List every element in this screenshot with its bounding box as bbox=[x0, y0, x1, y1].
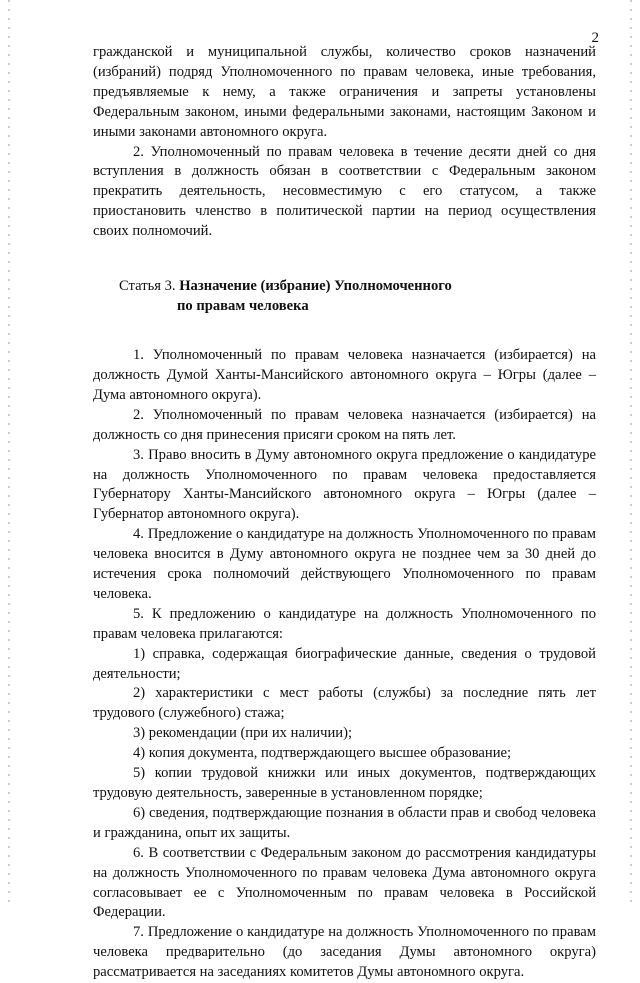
scan-edge-left bbox=[8, 0, 10, 905]
page-number: 2 bbox=[591, 30, 599, 46]
article-title-line1: Назначение (избрание) Уполномоченного bbox=[179, 278, 452, 295]
document-body bbox=[93, 43, 596, 983]
subitem-2: 2) характеристики с мест работы (службы) за последние пять лет трудового (служебного) стажа; bbox=[93, 685, 596, 722]
paragraph-2: 2. Уполномоченный по правам человека в течение десяти дней со дня вступления в должность обязан в соответствии с Федеральным законом прекратить деятельность, несовместимую с его статусом, а также приостановить членство в политической партии на период осуществления своих полномочий. bbox=[93, 143, 596, 240]
item-3: 3. Право вносить в Думу автономного округа предложение о кандидатуре на должность Уполномоченного по правам человека предоставляется Губернатору Ханты-Мансийского автономного округа – Югры (далее – Губернатор автономного округа). bbox=[93, 446, 596, 523]
subitem-5: 5) копии трудовой книжки или иных документов, подтверждающих трудовую деятельность, заверенные в установленном порядке; bbox=[93, 765, 596, 801]
article-label: Статья 3. bbox=[119, 278, 176, 295]
item-6: 6. В соответствии с Федеральным законом до рассмотрения кандидатуры на должность Уполномоченного по правам человека Дума автономного округа согласовывает ее с Уполномоченным по правам человека в Российской Федерации. bbox=[93, 844, 596, 921]
article-title-line2: по правам человека bbox=[177, 298, 309, 315]
paragraph-continuation: гражданской и муниципальной службы, количество сроков назначений (избраний) подряд Уполномоченного по правам человека, иные требования, предъявляемые к нему, а также ограничения и запреты установлены Федеральным законом, иными федеральными законами, настоящим Законом и иными законами автономного округа. bbox=[93, 44, 596, 140]
article-heading bbox=[93, 276, 596, 316]
item-5: 5. К предложению о кандидатуре на должность Уполномоченного по правам человека прилагаются: bbox=[93, 605, 596, 642]
subitem-4: 4) копия документа, подтверждающего высшее образование; bbox=[133, 745, 512, 762]
item-7: 7. Предложение о кандидатуре на должность Уполномоченного по правам человека предварительно (до заседания Думы автономного округа) рассматривается на заседаниях комитетов Думы автономного округа. bbox=[93, 924, 596, 981]
subitem-3: 3) рекомендации (при их наличии); bbox=[133, 725, 353, 742]
subitem-6: 6) сведения, подтверждающие познания в области прав и свобод человека и гражданина, опыт их защиты. bbox=[93, 804, 596, 841]
scan-edge-right bbox=[630, 0, 632, 905]
item-1: 1. Уполномоченный по правам человека назначается (избирается) на должность Думой Ханты-Мансийского автономного округа – Югры (далее – Дума автономного округа). bbox=[93, 347, 596, 403]
item-2: 2. Уполномоченный по правам человека назначается (избирается) на должность со дня принесения присяги сроком на пять лет. bbox=[93, 406, 596, 443]
subitem-1: 1) справка, содержащая биографические данные, сведения о трудовой деятельности; bbox=[93, 645, 596, 682]
item-4: 4. Предложение о кандидатуре на должность Уполномоченного по правам человека вносится в Думу автономного округа не позднее чем за 30 дней до истечения срока полномочий действующего Уполномоченного по правам человека. bbox=[93, 526, 596, 602]
